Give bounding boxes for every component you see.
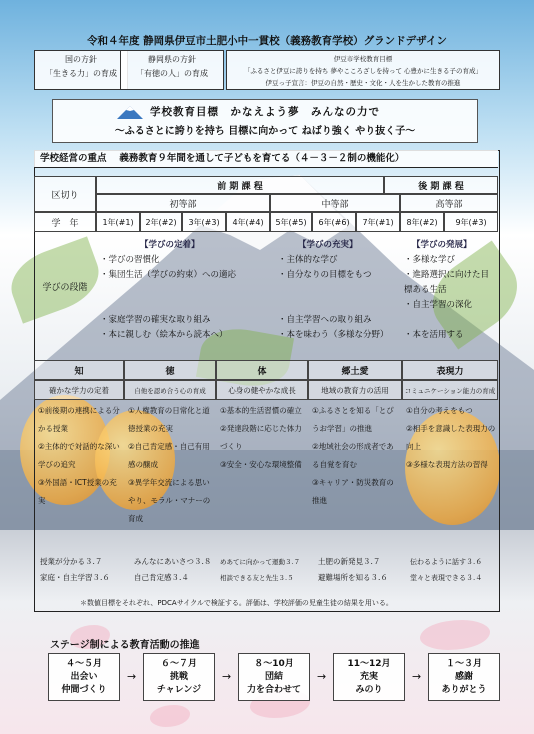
stage-card-4 — [333, 653, 405, 701]
city-policy-title: 伊豆市学校教育目標 — [333, 55, 393, 63]
petal-decoration — [150, 705, 190, 727]
stage-col-1-item: ・集団生活（学びの約束）への適応 — [100, 270, 237, 280]
grade-4: 4年(#4) — [226, 212, 270, 232]
management-header — [34, 150, 498, 168]
grade-3: 3年(#3) — [182, 212, 226, 232]
grade-8: 8年(#2) — [400, 212, 444, 232]
eval-item: 授業が分かる３.７ — [40, 557, 103, 566]
pillar-item: ①自分の考えをもつ — [406, 406, 473, 415]
grade-9: 9年(#3) — [444, 212, 498, 232]
city-policy-line1: 「ふるさと伊豆に誇りを持ち 夢やこころざしを持って 心豊かに生きる子の育成」 — [243, 67, 483, 75]
stage-col-3-item: ・自主学習の深化 — [404, 300, 473, 310]
pillar-morality-eval — [134, 554, 216, 586]
stage-col-2-item: ・自主学習への取り組み — [278, 315, 372, 325]
eval-item: 伝わるように話す３.６ — [410, 558, 483, 566]
pillar-item: ②自己肯定感・自己有用感の醸成 — [128, 442, 210, 469]
pillar-morality-sub: 自他を認め合う心の育成 — [124, 380, 216, 400]
stage-line2: 仲間づくり — [61, 685, 107, 695]
stage-period: ８〜10月 — [254, 659, 294, 669]
stage-col-2-item: ・自分なりの目標をもつ — [278, 270, 372, 280]
high-division: 高等部 — [400, 194, 498, 212]
late-course: 後 期 課 程 — [384, 176, 498, 194]
stage-line1: 出会い — [70, 672, 98, 682]
stage-col-3-item: ・多様な学び — [404, 255, 456, 265]
stage-col-2-head: 【学びの充実】 — [298, 240, 358, 250]
stage-col-1-item — [100, 283, 270, 313]
pillar-morality-name: 徳 — [124, 360, 216, 380]
stage-line1: 挑戦 — [169, 672, 188, 682]
stage-col-2 — [278, 238, 402, 343]
pillar-hometown-items — [312, 402, 400, 510]
stage-period: ４〜５月 — [65, 659, 102, 669]
school-goal-subtitle: ～ふるさとに誇りを持ち 目標に向かって ねばり強く やり抜く子～ — [114, 126, 416, 137]
arrow-icon: → — [317, 670, 327, 683]
eval-item: めあてに向かって運動３.７ — [220, 558, 301, 566]
nation-policy-label: 国の方針 — [65, 55, 97, 64]
stage-col-2-item: ・本を味わう（多様な分野） — [278, 330, 389, 340]
pillar-item: ①基本的生活習慣の確立 — [220, 406, 302, 415]
pillar-item: ①前後期の連携による分かる授業 — [38, 406, 120, 433]
pillar-body-items — [220, 402, 306, 474]
arrow-icon: → — [222, 670, 232, 683]
pillar-knowledge-sub: 確かな学力の定着 — [34, 380, 124, 400]
prefecture-policy-value: 「有徳の人」の育成 — [136, 69, 208, 78]
stage-card-1 — [48, 653, 120, 701]
school-goal-title: 学校教育目標 かなえよう夢 みんなの力で — [150, 106, 380, 118]
learning-stage-label: 学びの段階 — [42, 282, 88, 293]
pillar-item: ②発達段階に応じた体力づくり — [220, 424, 302, 451]
management-body: 義務教育９年間を通して子どもを育てる（４－３－２制の機能化） — [119, 153, 405, 164]
pillar-body-name: 体 — [216, 360, 308, 380]
grade-7: 7年(#1) — [356, 212, 400, 232]
stage-line1: 感謝 — [454, 672, 473, 682]
stage-line2: みのり — [355, 685, 383, 695]
pillar-expression-items — [406, 402, 496, 474]
pillar-expression-name: 表現力 — [402, 360, 498, 380]
city-policy-box — [226, 50, 500, 90]
grade-6: 6年(#6) — [312, 212, 356, 232]
stage-section-title: ステージ制による教育活動の推進 — [50, 640, 200, 651]
stage-line2: チャレンジ — [156, 685, 202, 695]
pillar-item: ③外国語・ICT授業の充実 — [38, 478, 117, 505]
middle-division: 中等部 — [270, 194, 400, 212]
eval-item: 土肥の新発見３.７ — [318, 557, 381, 566]
stage-line2: 力を合わせて — [246, 685, 301, 695]
pillar-item: ①ふるさとを知る「とぴうお学習」の推進 — [312, 406, 394, 433]
grade-5: 5年(#5) — [270, 212, 312, 232]
stage-col-3 — [404, 238, 496, 343]
grade-1: 1年(#1) — [96, 212, 140, 232]
evaluation-note: ＊数値目標をそれぞれ、PDCAサイクルで検証する。評価は、学校評価の児童生徒の結果を用いる。 — [80, 599, 393, 607]
nation-policy-box — [34, 50, 128, 90]
stage-col-1-head: 【学びの定着】 — [140, 240, 200, 250]
pillar-hometown-name: 郷土愛 — [308, 360, 402, 380]
stage-col-1-item: ・家庭学習の確実な取り組み — [100, 315, 211, 325]
school-goal-box — [52, 99, 478, 143]
pillar-body-sub: 心身の健やかな成長 — [216, 380, 308, 400]
arrow-icon: → — [127, 670, 137, 683]
stage-col-1-item: ・学びの習慣化 — [100, 255, 160, 265]
stage-period: 11〜12月 — [347, 659, 391, 669]
nation-policy-value: 「生きる力」の育成 — [45, 69, 117, 78]
arrow-icon: → — [412, 670, 422, 683]
pillar-hometown-sub: 地域の教育力の活用 — [308, 380, 402, 400]
prefecture-policy-box — [120, 50, 224, 90]
stage-line2: ありがとう — [441, 685, 487, 695]
pillar-knowledge-items — [38, 402, 122, 510]
prefecture-policy-label: 静岡県の方針 — [148, 55, 196, 64]
stage-col-1-item: ・本に親しむ（絵本から読本へ） — [100, 330, 228, 340]
pillar-item: ③キャリア・防災教育の推進 — [312, 478, 394, 505]
grade-2: 2年(#2) — [140, 212, 182, 232]
primary-division: 初等部 — [96, 194, 270, 212]
pillar-expression-eval — [410, 554, 498, 586]
eval-item: 自己肯定感３.４ — [134, 573, 189, 582]
stage-col-3-head: 【学びの発展】 — [412, 240, 472, 250]
pillar-expression-sub: コミュニケーション能力の育成 — [402, 380, 498, 400]
stage-card-3 — [238, 653, 310, 701]
eval-item: みんなにあいさつ３.８ — [134, 557, 212, 566]
stage-period: １〜３月 — [445, 659, 482, 669]
stage-col-2-item — [278, 283, 402, 313]
stage-card-5 — [428, 653, 500, 701]
eval-item: 避難場所を知る３.６ — [318, 573, 388, 582]
stage-line1: 充実 — [359, 672, 378, 682]
pillar-item: ③異学年交流による思いやり、モラル・マナーの育成 — [128, 478, 211, 523]
stage-col-3-item: ・本を活用する — [404, 330, 464, 340]
city-policy-line2: 伊豆っ子宣言：伊豆の自然・歴史・文化・人を生かした教育の推進 — [265, 79, 461, 87]
mountain-logo-icon — [117, 105, 143, 119]
pillar-item: ②地域社会の形成者である自覚を育む — [312, 442, 394, 469]
division-label: 区切り — [34, 176, 96, 212]
pillar-body-eval — [220, 554, 306, 586]
stage-col-3-item: ・進路選択に向けた目標ある生活 — [404, 270, 490, 295]
pillar-knowledge-eval — [40, 554, 122, 586]
eval-item: 堂々と表現できる３.４ — [410, 574, 483, 582]
pillar-item: ②相手を意識した表現力の向上 — [406, 424, 496, 451]
eval-item: 家庭・自主学習３.６ — [40, 573, 110, 582]
pillar-morality-items — [128, 402, 214, 528]
pillar-item: ③多様な表現方法の習得 — [406, 460, 488, 469]
stage-card-2 — [143, 653, 215, 701]
pillar-knowledge-name: 知 — [34, 360, 124, 380]
stage-line1: 団結 — [264, 672, 283, 682]
stage-period: ６〜７月 — [160, 659, 197, 669]
page-title: 令和４年度 静岡県伊豆市土肥小中一貫校（義務教育学校）グランドデザイン — [87, 35, 447, 47]
grade-label: 学 年 — [34, 212, 96, 232]
stage-col-1 — [100, 238, 270, 343]
eval-item: 相談できる友と先生３.５ — [220, 574, 294, 582]
pillar-item: ②主体的で対話的な深い学びの追究 — [38, 442, 120, 469]
early-course: 前 期 課 程 — [96, 176, 384, 194]
management-title: 学校経営の重点 — [40, 153, 107, 164]
pillar-hometown-eval — [318, 554, 402, 586]
pillar-item: ①人権教育の日常化と道徳授業の充実 — [128, 406, 210, 433]
pillar-item: ③安全・安心な環境整備 — [220, 460, 302, 469]
stage-col-2-item: ・主体的な学び — [278, 255, 338, 265]
petal-decoration — [420, 620, 490, 650]
